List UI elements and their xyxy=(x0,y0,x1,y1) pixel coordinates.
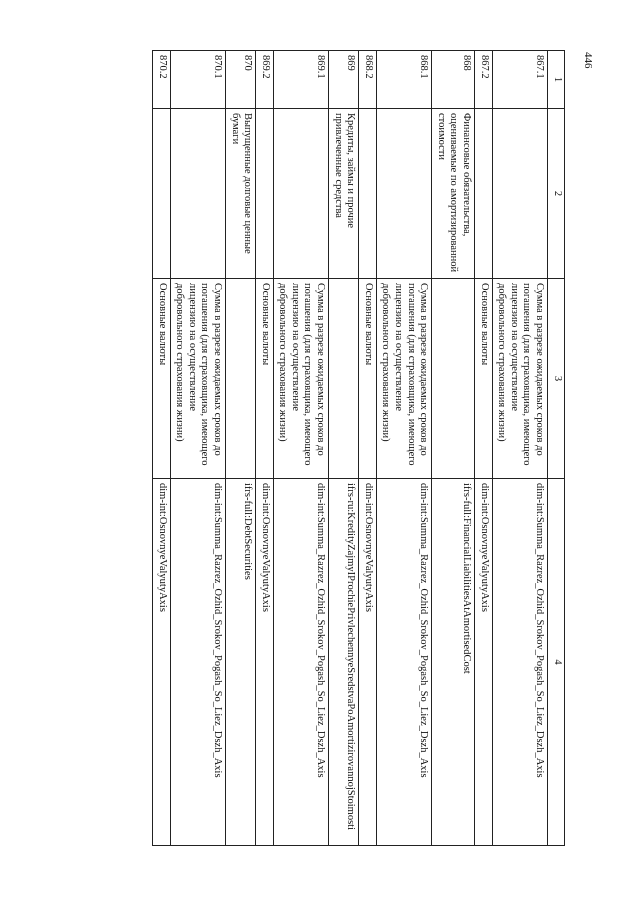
row-code-cell: ifrs-full:DebtSecurities xyxy=(225,479,255,846)
row-name-cell xyxy=(376,109,431,279)
row-id-cell: 870 xyxy=(225,51,255,109)
header-col-2: 2 xyxy=(548,109,565,279)
row-name-cell: Выпущенные долговые ценные бумаги xyxy=(225,109,255,279)
row-description-cell: Сумма в разрезе ожидаемых сроков до погашения (для страховщика, имеющего лицензию на осуществление добровольного страхования жизни) xyxy=(273,279,328,479)
row-description-cell: Основные валюты xyxy=(359,279,377,479)
row-code-cell: dim-int:OsnovnyeValyutyAxis xyxy=(152,479,170,846)
page-number-text: 446 xyxy=(582,52,594,69)
table-row xyxy=(329,51,359,846)
header-col-4: 4 xyxy=(548,479,565,846)
table-row xyxy=(170,51,225,846)
row-description-cell: Основные валюты xyxy=(475,279,493,479)
row-description-cell: Сумма в разрезе ожидаемых сроков до погашения (для страховщика, имеющего лицензию на осуществление добровольного страхования жизни) xyxy=(376,279,431,479)
row-code-cell: dim-int:Summa_Razrez_Ozhid_Srokov_Pogash_So_Liez_Dszh_Axis xyxy=(273,479,328,846)
table-row xyxy=(273,51,328,846)
row-code-cell: dim-int:OsnovnyeValyutyAxis xyxy=(359,479,377,846)
table-row xyxy=(359,51,377,846)
row-code-cell: dim-int:Summa_Razrez_Ozhid_Srokov_Pogash_So_Liez_Dszh_Axis xyxy=(492,479,547,846)
row-description-cell: Основные валюты xyxy=(152,279,170,479)
table-row xyxy=(432,51,475,846)
row-id-cell: 868 xyxy=(432,51,475,109)
row-name-cell xyxy=(359,109,377,279)
row-description-cell: Сумма в разрезе ожидаемых сроков до погашения (для страховщика, имеющего лицензию на осуществление добровольного страхования жизни) xyxy=(492,279,547,479)
row-name-cell xyxy=(273,109,328,279)
row-name-cell xyxy=(170,109,225,279)
header-col-1: 1 xyxy=(548,51,565,109)
row-description-cell: Основные валюты xyxy=(256,279,274,479)
data-table xyxy=(152,50,565,846)
table-row xyxy=(152,51,170,846)
table-row xyxy=(376,51,431,846)
row-description-cell xyxy=(432,279,475,479)
rotated-page-content xyxy=(115,50,565,845)
table-row xyxy=(225,51,255,846)
row-code-cell: ifrs-full:FinancialLiabilitiesAtAmortisedCost xyxy=(432,479,475,846)
row-id-cell: 867.2 xyxy=(475,51,493,109)
row-id-cell: 869.2 xyxy=(256,51,274,109)
row-code-cell: dim-int:OsnovnyeValyutyAxis xyxy=(256,479,274,846)
row-id-cell: 869.1 xyxy=(273,51,328,109)
row-name-cell xyxy=(475,109,493,279)
row-description-cell: Сумма в разрезе ожидаемых сроков до погашения (для страховщика, имеющего лицензию на осуществление добровольного страхования жизни) xyxy=(170,279,225,479)
row-name-cell xyxy=(492,109,547,279)
page-number xyxy=(580,52,610,92)
row-code-cell: dim-int:OsnovnyeValyutyAxis xyxy=(475,479,493,846)
row-id-cell: 868.2 xyxy=(359,51,377,109)
row-description-cell xyxy=(329,279,359,479)
row-code-cell: dim-int:Summa_Razrez_Ozhid_Srokov_Pogash_So_Liez_Dszh_Axis xyxy=(170,479,225,846)
table-body xyxy=(152,51,547,846)
table-row xyxy=(475,51,493,846)
row-name-cell xyxy=(256,109,274,279)
row-id-cell: 870.1 xyxy=(170,51,225,109)
row-id-cell: 868.1 xyxy=(376,51,431,109)
header-col-3: 3 xyxy=(548,279,565,479)
row-name-cell: Кредиты, займы и прочие привлеченные средства xyxy=(329,109,359,279)
row-code-cell: ifrs-ru:KredityZajmyIProchiePrivlechennyeSredstvaPoAmortizirovannojStoimosti xyxy=(329,479,359,846)
table-row xyxy=(256,51,274,846)
table-header-row xyxy=(548,51,565,846)
row-id-cell: 870.2 xyxy=(152,51,170,109)
row-name-cell: Финансовые обязательства, оцениваемые по амортизированной стоимости xyxy=(432,109,475,279)
row-description-cell xyxy=(225,279,255,479)
table-row xyxy=(492,51,547,846)
row-id-cell: 869 xyxy=(329,51,359,109)
row-name-cell xyxy=(152,109,170,279)
row-id-cell: 867.1 xyxy=(492,51,547,109)
row-code-cell: dim-int:Summa_Razrez_Ozhid_Srokov_Pogash_So_Liez_Dszh_Axis xyxy=(376,479,431,846)
